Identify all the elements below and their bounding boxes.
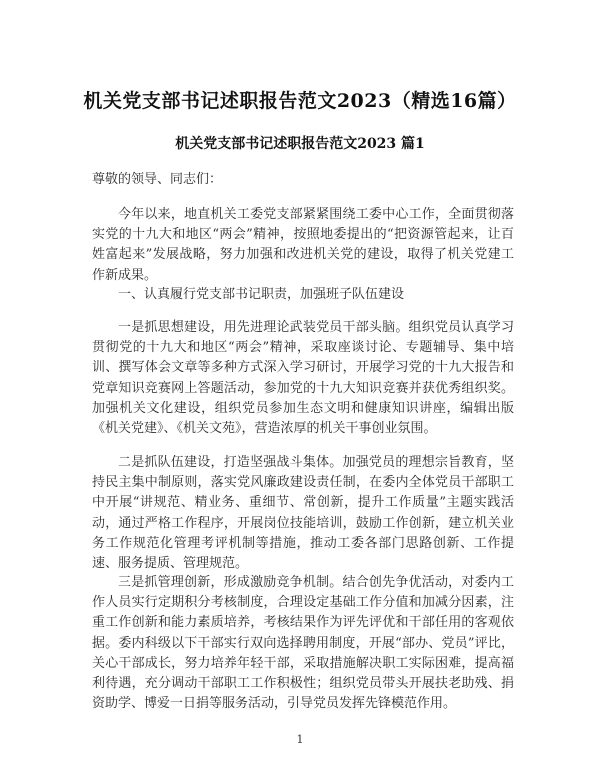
section-title: 机关党支部书记述职报告范文2023 篇1 — [175, 136, 425, 152]
greeting-line: 尊敬的领导、同志们： — [92, 172, 223, 187]
section-heading: 一、认真履行党支部书记职责，加强班子队伍建设 — [118, 287, 405, 302]
document-title: 机关党支部书记述职报告范文2023（精选16篇） — [83, 90, 517, 112]
page-number: 1 — [296, 733, 304, 746]
body-paragraph: 三是抓管理创新，形成激励竞争机制。结合创先争优活动，对委内工作人员实行定期积分考核制度，合理设定基础工作分值和加减分因素，注重工作创新和能力素质培养，考核结果作为评先评优和干部任用的客观依据。委内科级以下干部实行双向选择聘用制度，开展“部办、党员”评比，关心干部成长，努力培养年轻干部，采取措施解决职工实际困难，提高福利待遇，充分调动干部职工工作积极性；组织党员带头开展扶老助残、捐资助学、博爱一日捐等服务活动，引导党员发挥先锋模范作用。 — [92, 575, 514, 712]
intro-paragraph: 今年以来，地直机关工委党支部紧紧围绕工委中心工作，全面贯彻落实党的十九大和地区“两会”精神，按照地委提出的“把资源管起来，让百姓富起来”发展战略，努力加强和改进机关党的建设，取得了机关党建工作新成果。 — [92, 207, 514, 283]
body-paragraph: 一是抓思想建设，用先进理论武装党员干部头脑。组织党员认真学习贯彻党的十九大和地区“两会”精神，采取座谈讨论、专题辅导、集中培训、撰写体会文章等多种方式深入学习研讨，开展学习党的十九大报告和党章知识竞赛网上答题活动，参加党的十九大知识竞赛并获优秀组织奖。加强机关文化建设，组织党员参加生态文明和健康知识讲座，编辑出版《机关党建》、《机关文苑》，营造浓厚的机关干事创业氛围。 — [92, 320, 514, 437]
body-paragraph: 二是抓队伍建设，打造坚强战斗集体。加强党员的理想宗旨教育，坚持民主集中制原则，落实党风廉政建设责任制，在委内全体党员干部职工中开展“讲规范、精业务、重细节、常创新，提升工作质量”主题实践活动，通过严格工作程序，开展岗位技能培训，鼓励工作创新，建立机关业务工作规范化管理考评机制等措施，推动工委各部门思路创新、工作提速、服务提质、管理规范。 — [92, 455, 514, 572]
